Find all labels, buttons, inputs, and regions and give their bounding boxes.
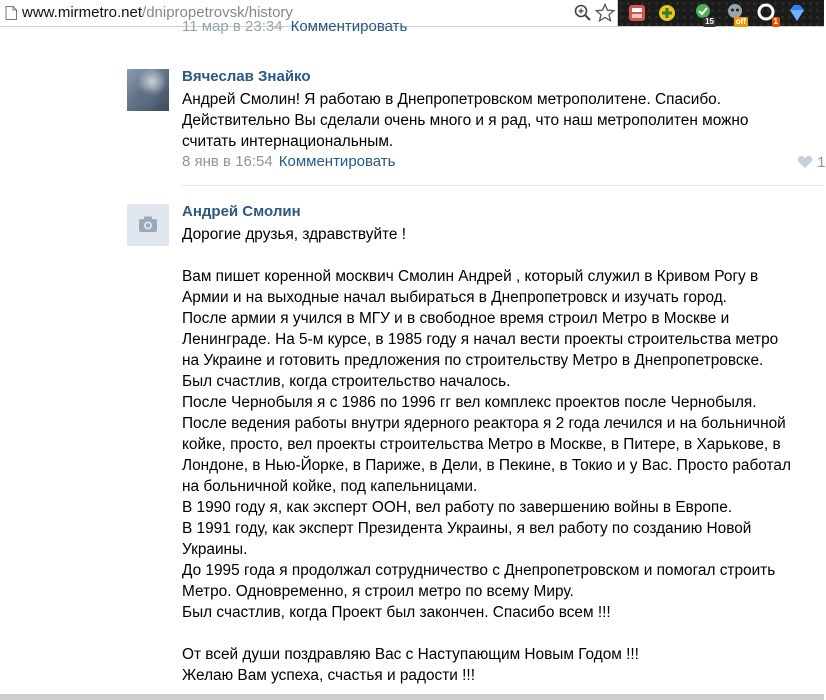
avatar-placeholder [127,204,169,246]
comment-line: В 1991 году, как эксперт Президента Украины, я вел работу по созданию Новой [182,520,752,537]
zoom-icon[interactable] [573,3,593,23]
horizontal-scrollbar[interactable] [0,694,824,700]
ext-2-icon[interactable] [656,2,678,24]
avatar[interactable] [127,69,169,111]
ext-5-icon[interactable] [756,2,778,24]
comment-line: После ведения работы внутри ядерного реактора я 2 года лечился и на больничной [182,415,786,432]
avatar-photo [127,69,169,111]
like-button[interactable] [797,154,826,171]
paragraph-gap [182,245,812,266]
comment-line: койке, просто, вел проекты строительства Метро в Москве, в Питере, в Харькове, в [182,436,781,453]
comment-line: Был счастлив, когда Проект был закончен. Спасибо всем !!! [182,604,611,621]
browser-toolbar [0,0,824,27]
comment-reply-link[interactable]: Комментировать [278,153,396,170]
comment-line: Действительно Вы сделали очень много и я рад, что наш метрополитен можно [182,112,749,129]
comment-author[interactable]: Андрей Смолин [182,203,301,220]
url-path: /dnipropetrovsk/history [142,4,293,21]
comment-line: на Украине и готовить предложения по строительству Метро в Днепропетровске. [182,352,764,369]
avatar[interactable] [127,204,169,246]
paragraph-gap [182,623,812,644]
comment-line: Метро. Одновременно, я строил метро по всему Миру. [182,583,574,600]
comment-line: Ленинграде. На 5-м курсе, в 1985 году я начал вести проекты строительства метро [182,331,779,348]
bookmark-star-icon[interactable] [595,3,615,23]
comment-meta [182,153,396,170]
url-domain: www.mirmetro.net [22,4,143,21]
comment-line: считать интернациональным. [182,133,394,150]
previous-comment-reply-link[interactable]: Комментировать [290,18,408,35]
ext-6-icon[interactable] [786,2,808,24]
comment-line: От всей души поздравляю Вас с Наступающим Новым Годом !!! [182,646,639,663]
ext-1-icon[interactable] [626,2,648,24]
comment-text [182,224,812,686]
comment-line: Лондоне, в Нью-Йорке, в Париже, в Дели, в Пекине, в Токио и у Вас. Просто работал [182,457,791,474]
ext-3-icon[interactable] [692,2,714,24]
heart-icon [797,155,813,169]
comment-line: До 1995 года я продолжал сотрудничество с Днепропетровском и помогал строить [182,562,776,579]
comment-line: Армии и на выходные начал выбираться в Днепропетровск и изучать город. [182,289,727,306]
comment-date[interactable]: 8 янв в 16:54 [182,153,273,170]
comment-line: Вам пишет коренной москвич Смолин Андрей , который служил в Кривом Рогу в [182,268,759,285]
comment-line: Был счастлив, когда строительство началось. [182,373,511,390]
comment-line: Желаю Вам успеха, счастья и радости !!! [182,667,475,684]
ext-5-badge: 1 [773,17,778,26]
comment-line: Андрей Смолин! Я работаю в Днепропетровском метрополитене. Спасибо. [182,91,721,108]
comment-line: После Чернобыля я с 1986 по 1996 гг вел комплекс проектов после Чернобыля. [182,394,757,411]
comment-line: В 1990 году я, как эксперт ООН, вел работу по завершению войны в Европе. [182,499,733,516]
previous-comment-date[interactable]: 11 мар в 23:34 [182,18,283,35]
camera-icon [127,204,169,246]
comment-line: После армии я учился в МГУ и в свободное время строил Метро в Москве и [182,310,730,327]
ext-4-badge: off [735,17,746,26]
page-icon [5,6,17,20]
comment-text [182,89,812,152]
comment-author[interactable]: Вячеслав Знайко [182,68,311,85]
comment-line: на больничной койке, под капельницами. [182,478,478,495]
like-count: 1 [817,154,826,171]
ext-4-icon[interactable] [724,2,746,24]
ext-3-badge: 15 [705,17,714,26]
comment-divider [182,185,824,186]
comment-line: Украины. [182,541,248,558]
previous-comment-meta [182,18,407,35]
comment-line: Дорогие друзья, здравствуйте ! [182,226,407,243]
